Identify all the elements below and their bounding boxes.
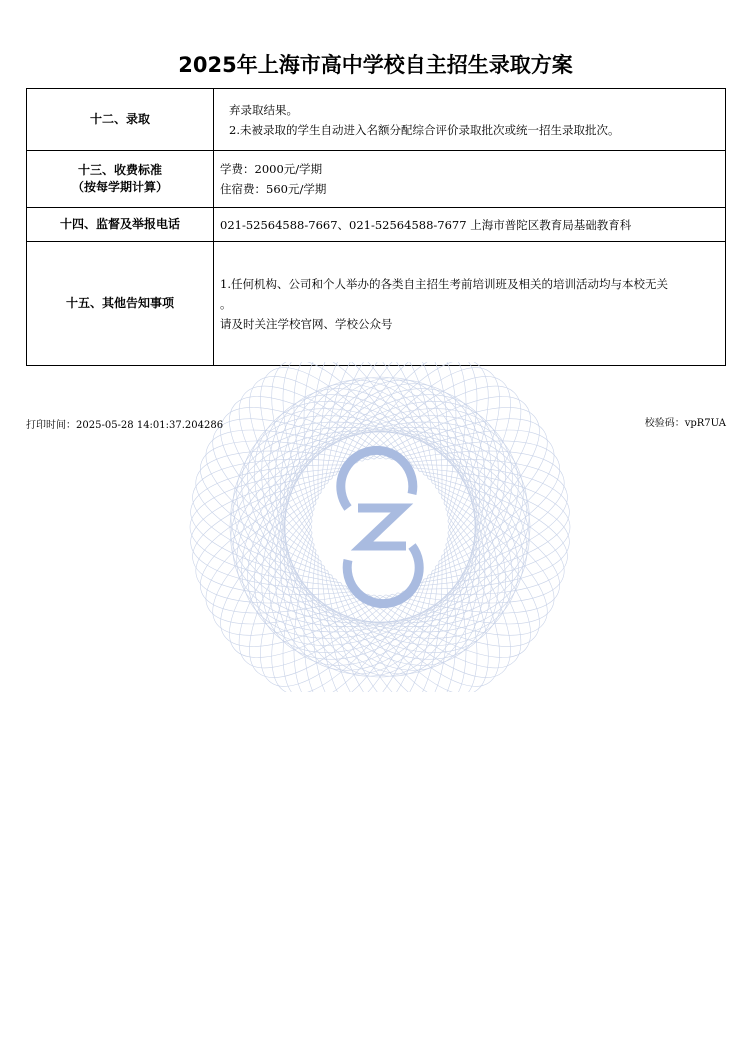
row-content-supervision: [214, 208, 726, 242]
admission-table: [26, 88, 726, 366]
row-label-fees: [27, 151, 214, 208]
guilloche-watermark: [180, 362, 580, 692]
row-content-admission: [214, 89, 726, 151]
content-line: 请及时关注学校官网、学校公众号: [220, 316, 393, 331]
content-line: 2.未被录取的学生自动进入名额分配综合评价录取批次或统一招生录取批次。: [229, 122, 620, 137]
row-label-supervision: [27, 208, 214, 242]
content-line: 住宿费：560元/学期: [220, 182, 327, 196]
row-content-other-notices: [214, 242, 726, 366]
table-row: [27, 242, 726, 366]
row-label-admission: [27, 89, 214, 151]
table-row: [27, 208, 726, 242]
content-line: 1.任何机构、公司和个人举办的各类自主招生考前培训班及相关的培训活动均与本校无关: [220, 276, 668, 291]
content-line: 弃录取结果。: [229, 102, 298, 117]
row-label-text: 十三、收费标准: [77, 163, 162, 177]
content-line: 021-52564588-7667、021-52564588-7677 上海市普陀区教育局基础教育科: [220, 217, 632, 232]
row-label-text: 十四、监督及举报电话: [59, 217, 180, 231]
print-time: 打印时间：2025-05-28 14:01:37.204286: [26, 420, 224, 431]
table-row: [27, 151, 726, 208]
verify-code: 校验码：vpR7UA: [644, 418, 726, 429]
content-line: 。: [220, 296, 232, 311]
row-label-text: 十二、录取: [89, 112, 150, 126]
row-label-other-notices: [27, 242, 214, 366]
page-title: 2025年上海市高中学校自主招生录取方案: [178, 53, 573, 77]
content-line: 学费：2000元/学期: [220, 162, 323, 176]
row-content-fees: [214, 151, 726, 208]
row-label-text: 十五、其他告知事项: [65, 296, 174, 310]
table-row: [27, 89, 726, 151]
row-label-text: （按每学期计算）: [71, 180, 168, 194]
